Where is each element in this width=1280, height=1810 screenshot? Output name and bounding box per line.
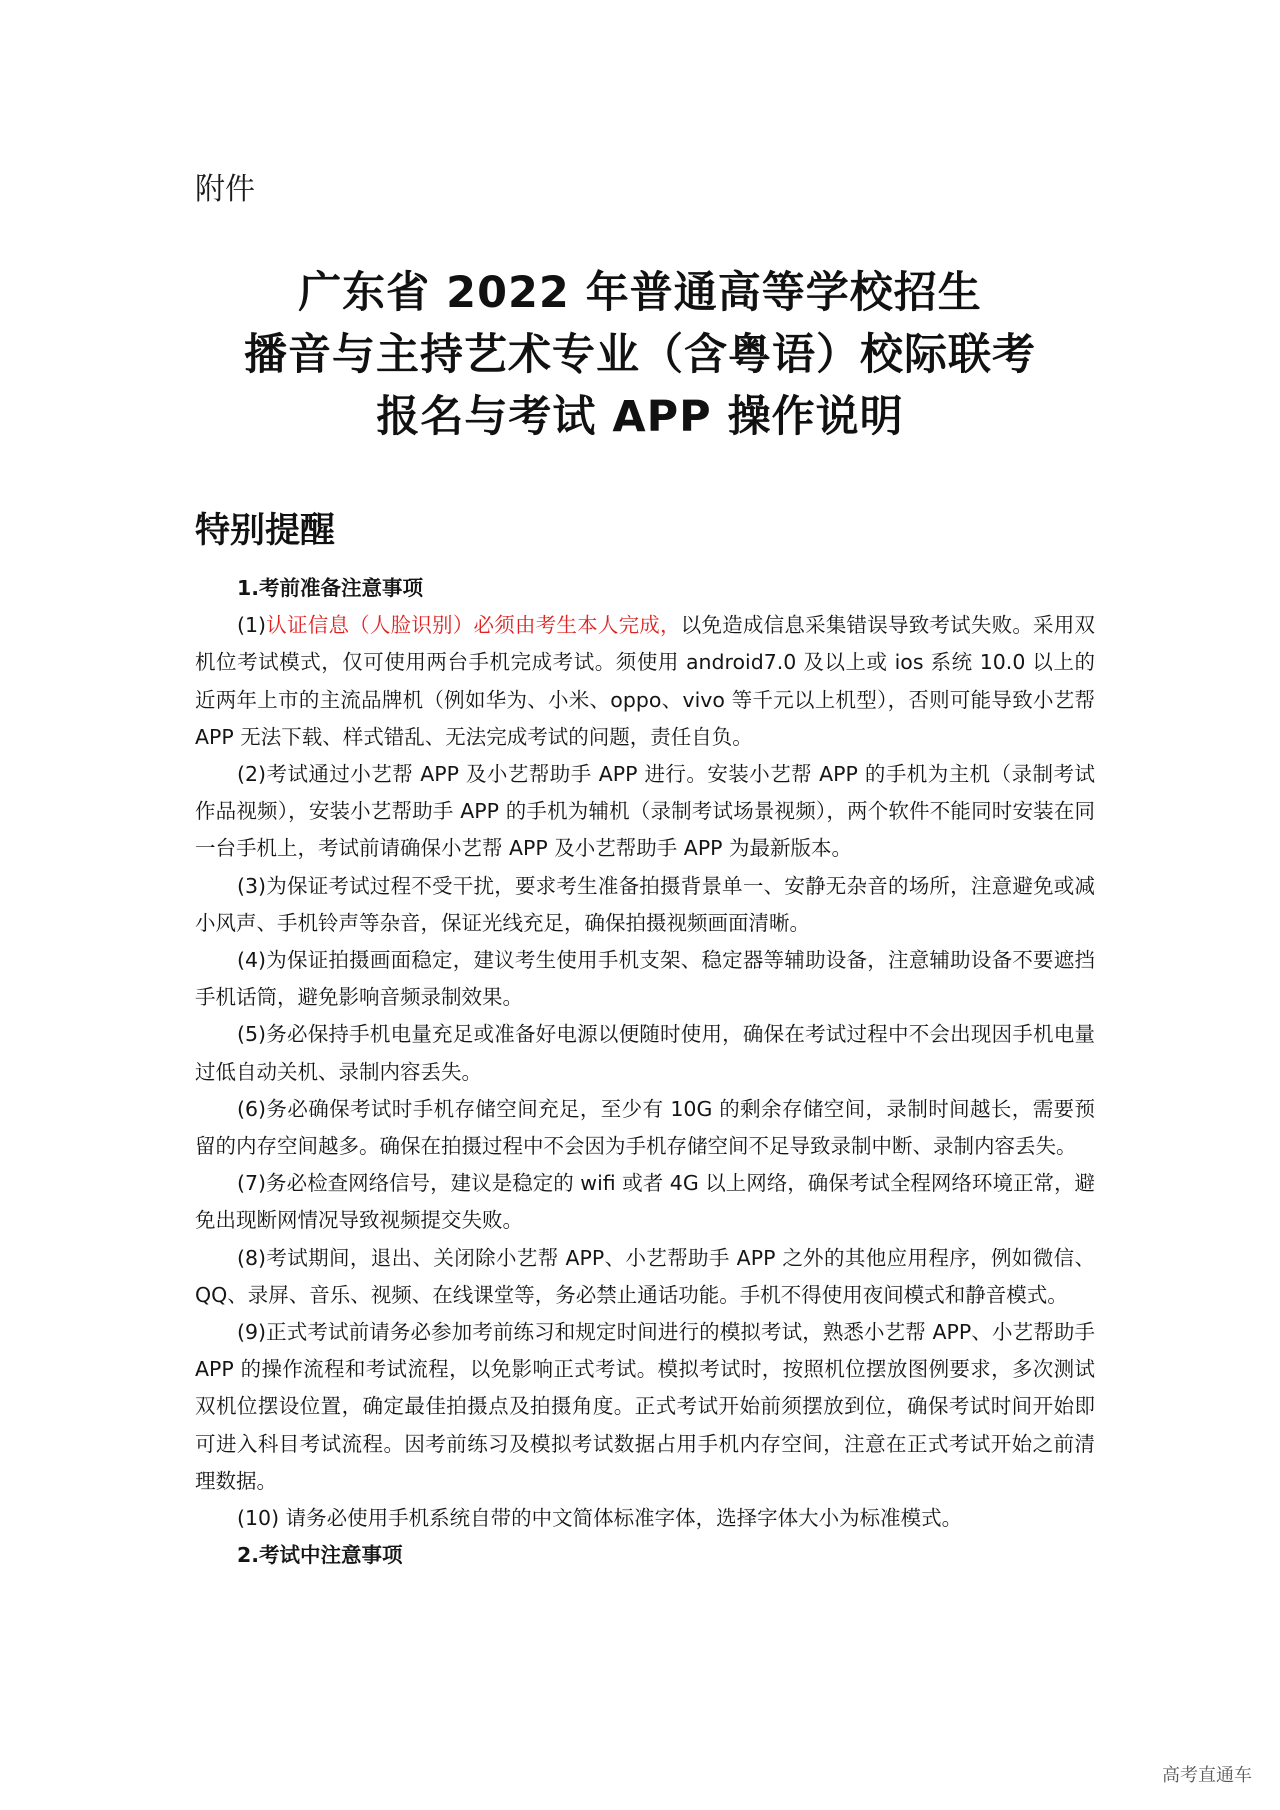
- subsection-heading-2: 2.考试中注意事项: [237, 1543, 403, 1568]
- title-line-1: 广东省 2022 年普通高等学校招生: [298, 268, 982, 318]
- paragraph-1-number: (1): [237, 613, 267, 638]
- paragraph-1: [195, 607, 1095, 756]
- title-line-2: 播音与主持艺术专业（含粤语）校际联考: [244, 330, 1036, 380]
- paragraph-10: (10) 请务必使用手机系统自带的中文简体标准字体，选择字体大小为标准模式。: [237, 1506, 963, 1531]
- document-title: [0, 262, 1280, 448]
- paragraph-1-text: 以免造成信息采集错误导致考试失败。采用双机位考试模式，仅可使用两台手机完成考试。须使用 android7.0 及以上或 ios 系统 10.0 以上的近两年上市的主流品牌机（例如华为、小米、oppo、vivo 等千元以上机型），否则可能导致小艺帮 APP 无法下载、样式错乱、无法完成考试的问题，责任自负。: [195, 613, 1096, 749]
- paragraph-9: (9)正式考试前请务必参加考前练习和规定时间进行的模拟考试，熟悉小艺帮 APP、小艺帮助手 APP 的操作流程和考试流程，以免影响正式考试。模拟考试时，按照机位摆放图例要求，多次测试双机位摆设位置，确定最佳拍摄点及拍摄角度。正式考试开始前须摆放到位，确保考试时间开始即可进入科目考试流程。因考前练习及模拟考试数据占用手机内存空间，注意在正式考试开始之前清理数据。: [195, 1320, 1095, 1493]
- paragraph-7: (7)务必检查网络信号，建议是稳定的 wifi 或者 4G 以上网络，确保考试全程网络环境正常，避免出现断网情况导致视频提交失败。: [195, 1171, 1095, 1233]
- paragraph-4: (4)为保证拍摄画面稳定，建议考生使用手机支架、稳定器等辅助设备，注意辅助设备不要遮挡手机话筒，避免影响音频录制效果。: [195, 948, 1095, 1010]
- paragraph-5: (5)务必保持手机电量充足或准备好电源以便随时使用，确保在考试过程中不会出现因手机电量过低自动关机、录制内容丢失。: [195, 1022, 1095, 1084]
- paragraph-6: (6)务必确保考试时手机存储空间充足，至少有 10G 的剩余存储空间，录制时间越长，需要预留的内存空间越多。确保在拍摄过程中不会因为手机存储空间不足导致录制中断、录制内容丢失。: [195, 1096, 1095, 1159]
- subsection-heading-1: 1.考前准备注意事项: [237, 576, 424, 600]
- title-line-3: 报名与考试 APP 操作说明: [376, 392, 904, 442]
- watermark-text: 高考直通车: [1162, 1765, 1252, 1786]
- paragraph-3: (3)为保证考试过程不受干扰，要求考生准备拍摄背景单一、安静无杂音的场所，注意避免或减小风声、手机铃声等杂音，保证光线充足，确保拍摄视频画面清晰。: [195, 873, 1095, 935]
- paragraph-1-highlight: 认证信息（人脸识别）必须由考生本人完成，: [266, 613, 681, 638]
- paragraph-8: (8)考试期间，退出、关闭除小艺帮 APP、小艺帮助手 APP 之外的其他应用程序，例如微信、QQ、录屏、音乐、视频、在线课堂等，务必禁止通话功能。手机不得使用夜间模式和静音模式。: [195, 1245, 1095, 1307]
- body-text: [195, 570, 1095, 1574]
- section-heading: 特别提醒: [195, 511, 336, 551]
- annex-label: 附件: [195, 172, 255, 207]
- paragraph-2: (2)考试通过小艺帮 APP 及小艺帮助手 APP 进行。安装小艺帮 APP 的手机为主机（录制考试作品视频），安装小艺帮助手 APP 的手机为辅机（录制考试场景视频），两个软件不能同时安装在同一台手机上，考试前请确保小艺帮 APP 及小艺帮助手 APP 为最新版本。: [195, 762, 1095, 861]
